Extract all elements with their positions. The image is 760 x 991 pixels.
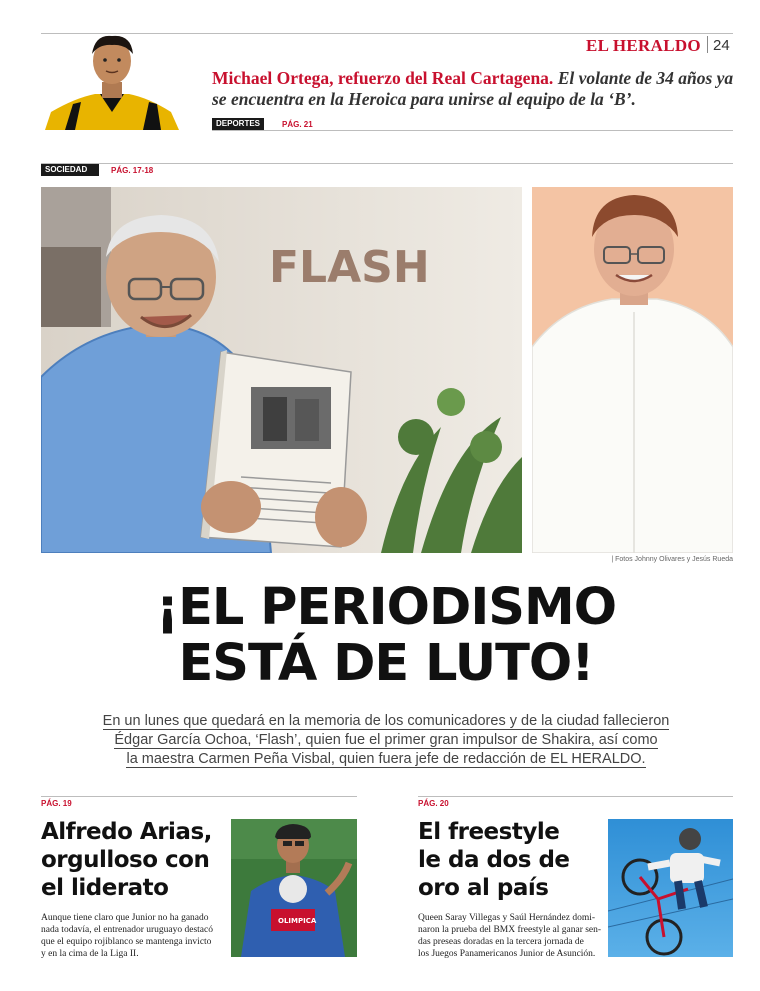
left-headline-line3: el liderato <box>41 875 169 901</box>
left-story-rule <box>41 796 357 797</box>
right-headline-line3: oro al país <box>418 875 549 901</box>
left-headline-line2: orgulloso con <box>41 847 210 873</box>
main-lede <box>80 712 692 769</box>
teaser-page-ref[interactable]: PÁG. 21 <box>282 120 313 129</box>
right-story-headline[interactable] <box>418 818 608 902</box>
main-page-ref[interactable]: PÁG. 17-18 <box>111 166 154 175</box>
photo-credit: | Fotos Johnny Olivares y Jesús Rueda <box>611 556 733 563</box>
right-body-line4: los Juegos Panamericanos Junior de Asunción. <box>418 949 596 959</box>
teaser-section-tag[interactable]: DEPORTES <box>212 118 264 130</box>
right-story-page-ref[interactable]: PÁG. 20 <box>418 799 449 808</box>
photo-sign-text: FLASH <box>269 242 430 293</box>
right-headline-line1: El freestyle <box>418 819 560 845</box>
player-photo <box>45 34 179 130</box>
side-photo-carmen <box>532 187 733 553</box>
teaser-headline-italic: El volante de 34 años ya se encuentra en la Heroica para unirse al equipo de la ‘B’. <box>212 68 734 109</box>
teaser-headline-bold: Michael Ortega, refuerzo del Real Cartagena. <box>212 68 554 88</box>
left-story-body <box>41 912 231 960</box>
main-photo-flash <box>41 187 522 553</box>
teaser-bottom-rule <box>212 130 733 131</box>
left-body-line3: que el equipo rojiblanco se mantenga invicto <box>41 937 212 947</box>
lede-line1: En un lunes que quedará en la memoria de los comunicadores y de la ciudad fallecieron <box>102 713 670 729</box>
main-section-tag[interactable]: SOCIEDAD <box>41 164 99 176</box>
right-story-body <box>418 912 608 960</box>
main-headline[interactable] <box>40 580 732 692</box>
left-headline-line1: Alfredo Arias, <box>41 819 212 845</box>
shirt-text: OLIMPICA <box>278 917 317 925</box>
main-headline-line1: ¡EL PERIODISMO <box>155 578 617 637</box>
right-body-line1: Queen Saray Villegas y Saúl Hernández domi- <box>418 913 596 923</box>
right-story-photo <box>608 819 733 957</box>
right-story-rule <box>418 796 733 797</box>
right-body-line2: naron la prueba del BMX freestyle al ganar sen- <box>418 925 602 935</box>
main-headline-line2: ESTÁ DE LUTO! <box>178 634 594 693</box>
right-headline-line2: le da dos de <box>418 847 570 873</box>
section-rule <box>41 163 733 164</box>
left-body-line1: Aunque tiene claro que Junior no ha ganado <box>41 913 209 923</box>
lede-line2: Édgar García Ochoa, ‘Flash’, quien fue el primer gran impulsor de Shakira, así como <box>114 732 658 748</box>
page-number: 24 <box>713 37 730 54</box>
left-story-headline[interactable] <box>41 818 231 902</box>
left-story-photo <box>231 819 357 957</box>
teaser-headline[interactable] <box>212 68 737 110</box>
left-story-page-ref[interactable]: PÁG. 19 <box>41 799 72 808</box>
left-body-line4: y en la cima de la Liga II. <box>41 949 139 959</box>
right-body-line3: das preseas doradas en la tercera jornada de <box>418 937 584 947</box>
left-body-line2: nada todavía, el entrenador uruguayo destacó <box>41 925 213 935</box>
lede-line3: la maestra Carmen Peña Visbal, quien fuera jefe de redacción de EL HERALDO. <box>126 751 646 767</box>
masthead-separator <box>707 36 708 53</box>
masthead-brand[interactable]: EL HERALDO <box>586 36 701 55</box>
